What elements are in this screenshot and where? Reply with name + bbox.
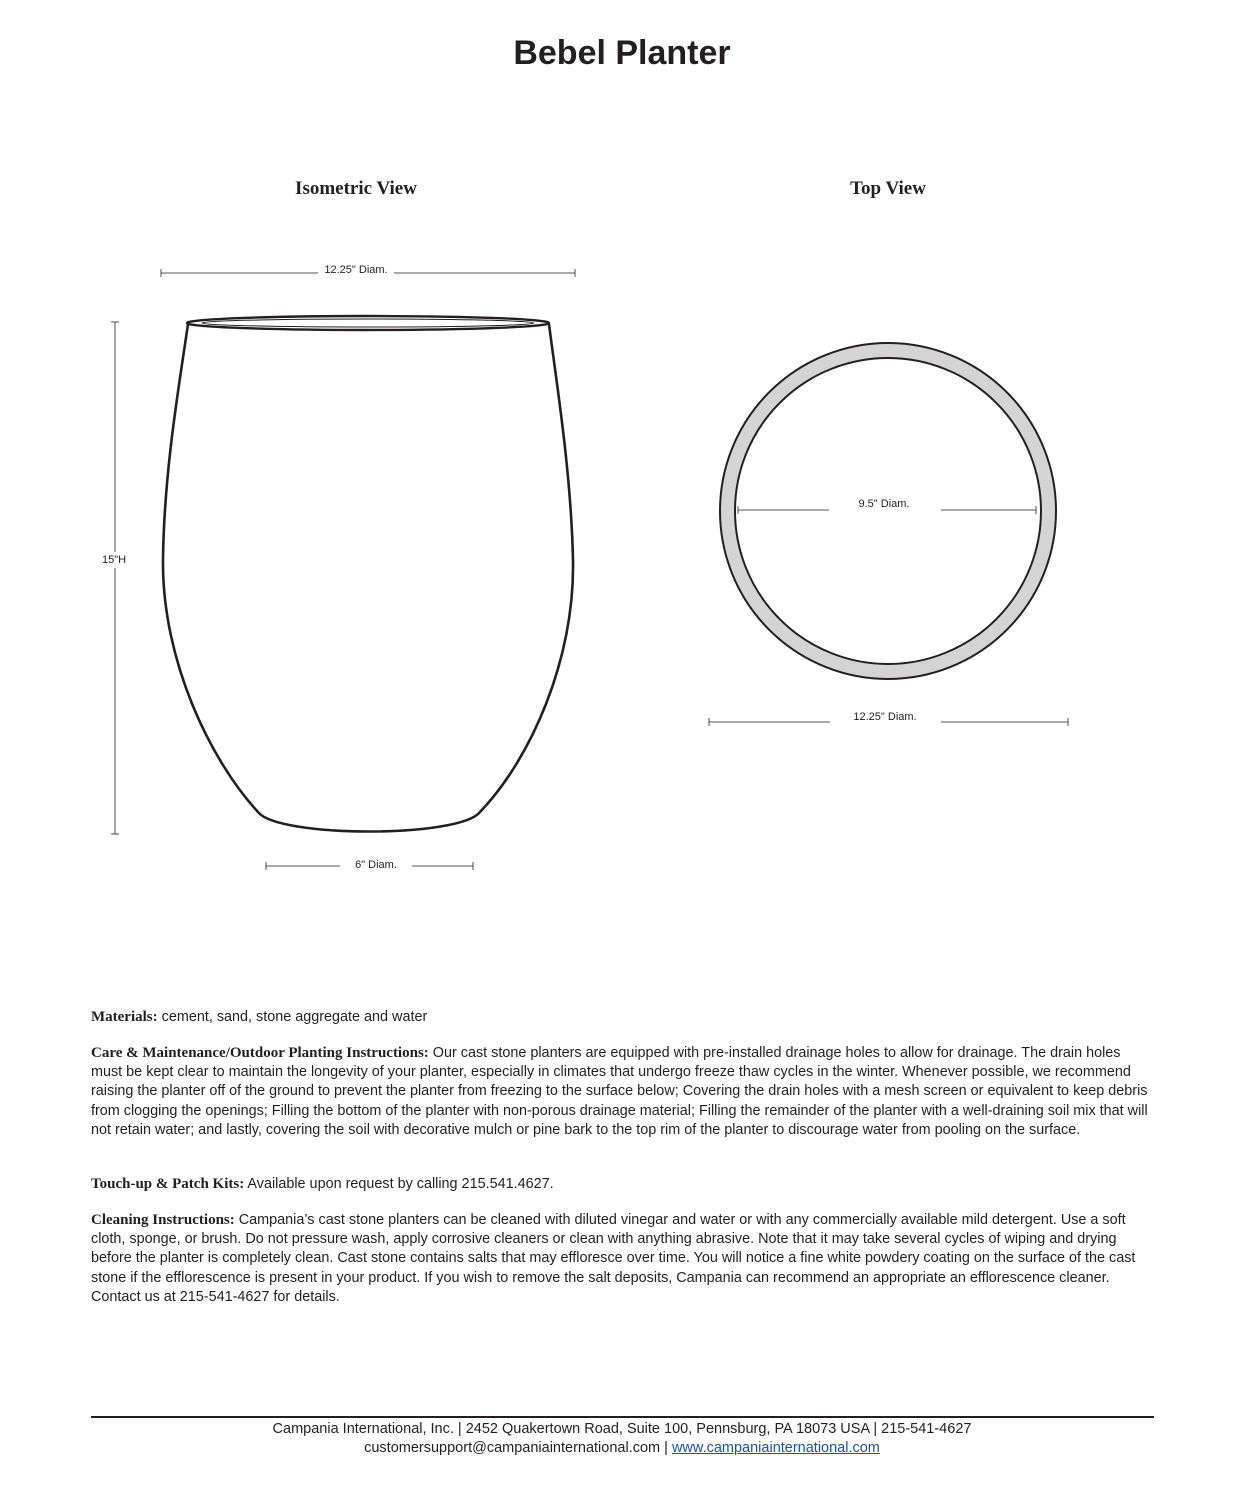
- touchup-label: Touch-up & Patch Kits:: [91, 1176, 245, 1192]
- iso-height-label: 15"H: [101, 554, 127, 566]
- footer-separator: |: [660, 1440, 672, 1456]
- top-view-title: Top View: [850, 178, 926, 199]
- materials-label: Materials:: [91, 1009, 158, 1025]
- iso-height-dimension: [111, 322, 119, 834]
- iso-bottom-diameter-label: 6" Diam.: [355, 859, 397, 871]
- care-text: Our cast stone planters are equipped with pre-installed drainage holes to allow for drainage. The drain holes must be kept clear to maintain the longevity of your planter, especially in climates that undergo freeze thaw cycles in the winter. Whenever possible, we recommend raising the planter off of the ground to prevent the planter from freezing to the surface below; Covering the drain holes with a mesh screen or equivalent to keep debris from clogging the openings; Filling the bottom of the planter with non-porous drainage material; Filling the remainder of the planter with a well-draining soil mix that will not retain water; and lastly, covering the soil with decorative mulch or pine bark to the top rim of the planter to discourage water from pooling on the surface.: [91, 1045, 1148, 1138]
- planter-outline: [163, 316, 573, 832]
- top-outer-diameter-label: 12.25" Diam.: [853, 711, 917, 723]
- cleaning-section: [91, 1211, 1155, 1307]
- care-label: Care & Maintenance/Outdoor Planting Instructions:: [91, 1045, 429, 1061]
- iso-top-diameter-label: 12.25" Diam.: [324, 264, 388, 276]
- materials-section: [91, 1008, 1155, 1027]
- footer-website-link[interactable]: www.campaniainternational.com: [671, 1440, 880, 1456]
- footer-address: Campania International, Inc. | 2452 Quakertown Road, Suite 100, Pennsburg, PA 18073 USA | 215-541-4627: [272, 1421, 972, 1437]
- top-inner-diameter-label: 9.5" Diam.: [858, 498, 910, 510]
- touchup-text: Available upon request by calling 215.541.4627.: [244, 1176, 554, 1192]
- care-section: [91, 1044, 1155, 1140]
- footer-contact: [0, 1440, 1244, 1456]
- footer-divider: [91, 1416, 1154, 1418]
- cleaning-label: Cleaning Instructions:: [91, 1212, 235, 1228]
- top-view-ring: [720, 343, 1056, 679]
- footer-email[interactable]: customersupport@campaniainternational.com: [364, 1440, 661, 1456]
- isometric-view-title: Isometric View: [295, 178, 417, 199]
- cleaning-text: Campania’s cast stone planters can be cleaned with diluted vinegar and water or with any commercially available mild detergent. Use a soft cloth, sponge, or brush. Do not pressure wash, apply corrosive cleaners or clean with anything abrasive. Note that it may take several cycles of wiping and drying before the planter is completely clean. Cast stone contains salts that may effloresce over time. You will notice a fine white powdery coating on the surface of the cast stone if the efflorescence is present in your product. If you wish to remove the salt deposits, Campania can recommend an appropriate an efflorescence cleaner. Contact us at 215-541-4627 for details.: [91, 1212, 1136, 1305]
- page-title: Bebel Planter: [513, 34, 731, 72]
- touchup-section: [91, 1175, 1155, 1194]
- materials-text: cement, sand, stone aggregate and water: [157, 1009, 428, 1025]
